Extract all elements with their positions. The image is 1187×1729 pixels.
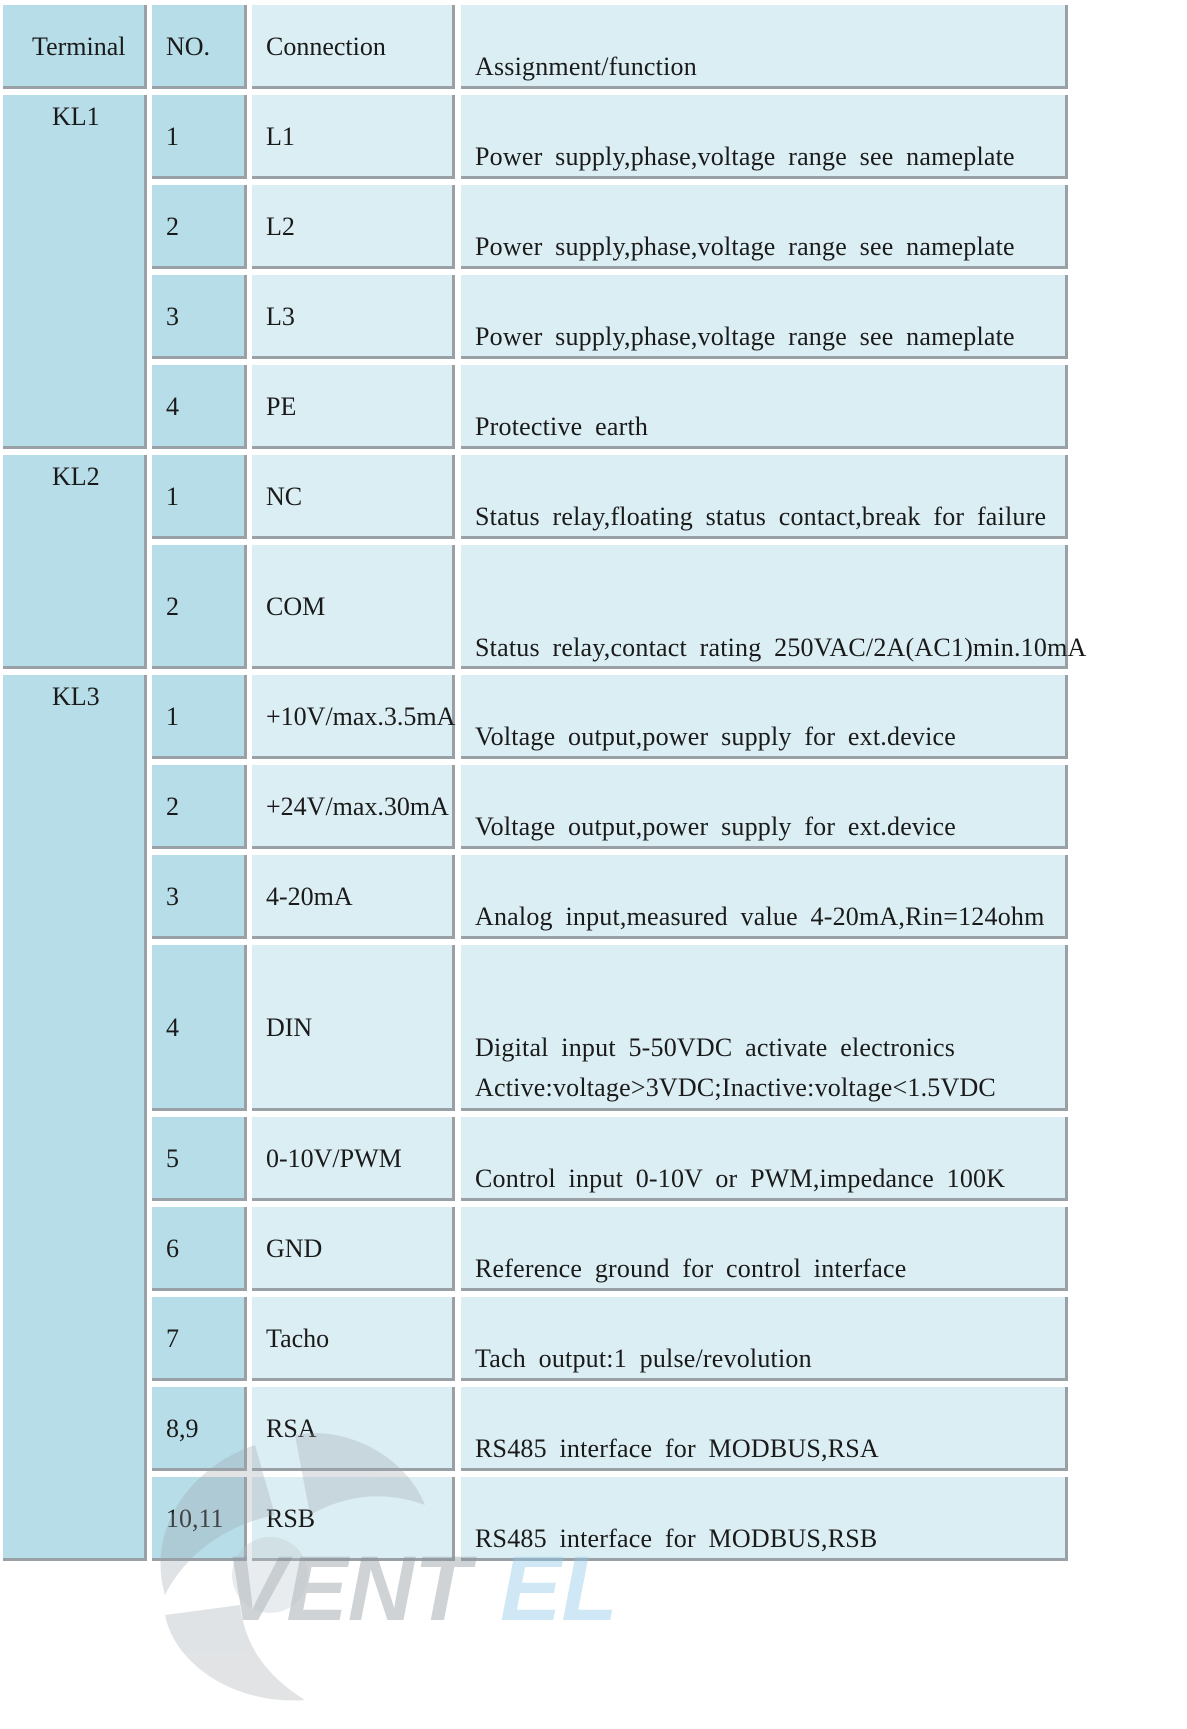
row-assignment-line: Voltage output,power supply for ext.device [475,722,957,751]
row-connection-cell [252,1117,455,1201]
row-no: 7 [166,1324,179,1353]
svg-text:VENT: VENT [225,1538,471,1640]
row-no: 3 [166,302,179,331]
header-assignment-cell [461,5,1068,89]
header-terminal-cell [3,5,147,89]
row-assignment-cell [461,1387,1068,1471]
header-connection-label: Connection [266,32,386,61]
row-no: 3 [166,882,179,911]
row-no: 1 [166,122,179,151]
row-no-cell [152,765,247,849]
row-connection: RSB [266,1504,316,1533]
row-connection-cell [252,1207,455,1291]
row-connection: +24V/max.30mA [266,792,449,821]
row-assignment-cell [461,455,1068,539]
row-assignment-cell [461,1207,1068,1291]
row-assignment-cell [461,545,1087,669]
terminal-group-kl1 [3,95,147,449]
row-assignment-line: Power supply,phase,voltage range see nameplate [475,322,1015,351]
row-connection-cell [252,95,455,179]
terminal-label: KL2 [52,462,100,491]
row-no: 2 [166,212,179,241]
header-terminal-label: Terminal [32,32,126,61]
row-assignment-cell [461,675,1068,759]
row-assignment-cell [461,365,1068,449]
row-assignment-line: Protective earth [475,412,649,441]
row-connection: L3 [266,302,295,331]
row-connection-cell [252,765,455,849]
row-assignment-line: Control input 0-10V or PWM,impedance 100K [475,1164,1006,1193]
row-no-cell [152,1477,247,1561]
row-connection: DIN [266,1013,313,1042]
row-no-cell [152,275,247,359]
row-connection-cell [252,185,455,269]
row-no: 10,11 [166,1504,224,1533]
row-connection-cell [252,675,455,759]
row-connection: GND [266,1234,323,1263]
row-connection: L2 [266,212,295,241]
row-connection-cell [252,855,455,939]
row-assignment-cell [461,275,1068,359]
row-no-cell [152,1117,247,1201]
row-connection: Tacho [266,1324,330,1353]
row-no-cell [152,545,247,669]
row-no-cell [152,365,247,449]
row-connection-cell [252,455,455,539]
row-no-cell [152,675,247,759]
row-assignment-line: Voltage output,power supply for ext.device [475,812,957,841]
fan-blade-icon [161,1433,425,1700]
row-connection: RSA [266,1414,317,1443]
row-assignment-line: RS485 interface for MODBUS,RSA [475,1434,879,1463]
row-connection: +10V/max.3.5mA [266,702,456,731]
row-assignment-cell [461,855,1068,939]
row-assignment-line: Power supply,phase,voltage range see nameplate [475,142,1015,171]
row-connection-cell [252,275,455,359]
row-connection-cell [252,365,455,449]
row-no: 2 [166,592,179,621]
header-connection-cell [252,5,455,89]
row-no-cell [152,95,247,179]
row-connection-cell [252,1387,455,1471]
row-assignment-line: Digital input 5-50VDC activate electronics [475,1033,956,1062]
row-assignment-cell [461,1477,1068,1561]
row-connection: 4-20mA [266,882,353,911]
row-no: 4 [166,392,179,421]
row-no-cell [152,855,247,939]
row-connection: COM [266,592,326,621]
row-connection-cell [252,945,455,1111]
row-connection: 0-10V/PWM [266,1144,402,1173]
row-assignment-line: Reference ground for control interface [475,1254,907,1283]
row-connection-cell [252,545,455,669]
row-connection: L1 [266,122,295,151]
row-no-cell [152,1207,247,1291]
row-assignment-line: Status relay,floating status contact,break for failure [475,502,1047,531]
terminal-group-kl2 [3,455,147,669]
row-no-cell [152,1387,247,1471]
row-connection: NC [266,482,303,511]
row-assignment-cell [461,95,1068,179]
row-no-cell [152,945,247,1111]
row-no-cell [152,185,247,269]
row-assignment-line: Active:voltage>3VDC;Inactive:voltage<1.5VDC [475,1073,996,1102]
row-no-cell [152,455,247,539]
terminal-label: KL3 [52,682,100,711]
row-assignment-cell [461,945,1068,1111]
row-no: 2 [166,792,179,821]
row-no: 4 [166,1013,179,1042]
row-no: 1 [166,482,179,511]
row-assignment-cell [461,185,1068,269]
row-connection-cell [252,1477,455,1561]
row-no: 8,9 [166,1414,199,1443]
header-no-label: NO. [166,32,211,61]
header-no-cell [152,5,247,89]
row-assignment-line: Status relay,contact rating 250VAC/2A(AC1)min.10mA [475,633,1087,662]
terminal-group-kl3 [3,675,147,1561]
row-no: 6 [166,1234,179,1263]
row-connection: PE [266,392,297,421]
row-assignment-cell [461,1297,1068,1381]
terminal-label: KL1 [52,102,100,131]
row-no-cell [152,1297,247,1381]
row-assignment-line: Tach output:1 pulse/revolution [475,1344,812,1373]
row-assignment-cell [461,765,1068,849]
row-assignment-cell [461,1117,1068,1201]
row-assignment-line: RS485 interface for MODBUS,RSB [475,1524,878,1553]
row-assignment-line: Power supply,phase,voltage range see nameplate [475,232,1015,261]
row-no: 1 [166,702,179,731]
header-assignment-label: Assignment/function [475,52,697,81]
row-connection-cell [252,1297,455,1381]
svg-text:EL: EL [500,1538,618,1640]
row-no: 5 [166,1144,179,1173]
row-assignment-line: Analog input,measured value 4-20mA,Rin=124ohm [475,902,1045,931]
